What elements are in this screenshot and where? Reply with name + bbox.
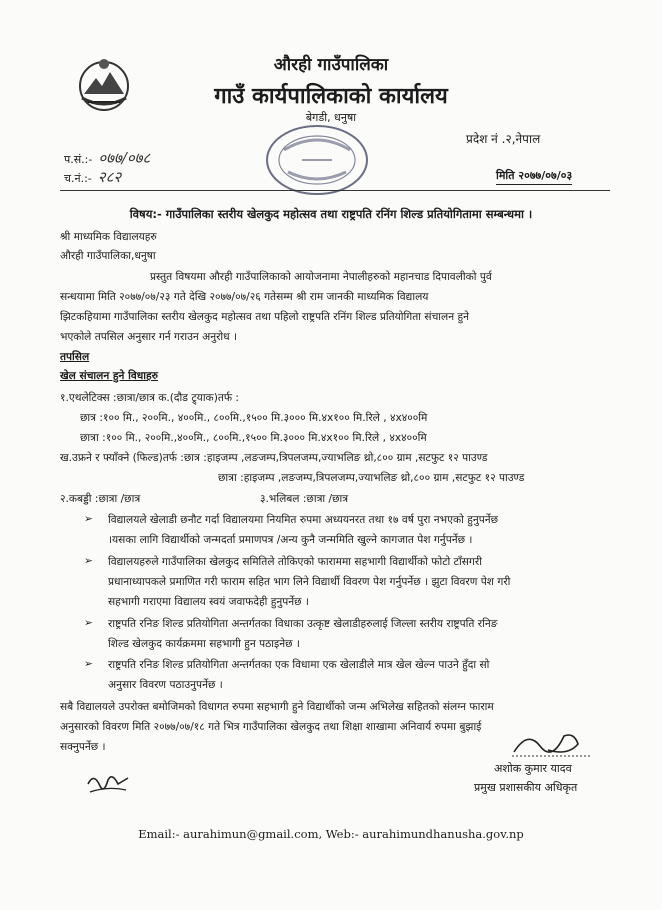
field-girls: छात्रा :हाइजम्प ,लङजम्प,त्रिपलजम्प,ज्याभलिङ थ्रो,८०० ग्राम ,सटफुट १२ पाउण्ड <box>218 472 525 484</box>
closing-line-3: सक्नुपर्नेछ । <box>60 741 106 753</box>
closing-line-2: अनुसारको विवरण मिति २०७७/०७/१८ गते भित्र गाउँपालिका खेलकुद तथा शिक्षा शाखामा अनिवार्य रुपमा बुझाई <box>60 721 482 733</box>
body-line-2: सन्धयामा मिति २०७७/०७/२३ गते देखि २०७७/०७/२६ गतेसम्म श्री राम जानकी माध्यमिक विद्यालय <box>60 291 429 303</box>
footer-contact: Email:- aurahimun@gmail.com, Web:- aurahimundhanusha.gov.np <box>138 827 524 841</box>
letter-page: औरही गाउँपालिका गाउँ कार्यपालिकाको कार्यालय बेगडी, धनुषा प.सं.:- ०७७/०७८ च.नं.:- २८२ प्रदेश नं .२,नेपाल मिति २०७७/०७/०३ विषय:- गाउँपालिका स्तरीय खेलकुद महोत्सव तथा राष्ट्रपति रनिंग शिल्ड प्रतियोगितामा सम्बन्धमा । श्री माध्यमिक विद्यालयहरु औरही गाउँपालिका,धनुषा प्रस्तुत विषयमा औरही गाउँपालिकाको आयोजनामा नेपालीहरुको महानचाड दिपावलीको पुर्व सन्धयामा मिति २०७७/०७/२३ गते देखि २०७७/०७/२६ गतेसम्म श्री राम जानकी माध्यमिक विद्यालय झिटकहियामा गाउँपालिका स्तरीय खेलकुद महोत्सव तथा पहिलो राष्ट्रपति रनिंग शिल्ड प्रतियोगिता संचालन हुने भएकोले तपसिल अनुसार गर्न गराउन अनुरोध । तपसिल खेल संचालन हुने विधाहरु १.एथलेटिक्स :छात्रा/छात्र क.(दौड ट्र्याक)तर्फ : छात्र :१०० मि., २००मि., ४००मि., ८००मि.,१५०० मि.३००० मि.४x१०० मि.रिले , ४x४००मि छात्रा :१०० मि., २००मि.,४००मि., ८००मि.,१५०० मि.३००० मि.४x१०० मि.रिले , ४x४००मि ख.उफ्रने र फ्याँक्ने (फिल्ड)तर्फ :छात्र :हाइजम्प ,लङजम्प,त्रिपलजम्प,ज्याभलिङ थ्रो,८०० ग्राम ,सटफुट १२ पाउण्ड छात्रा :हाइजम्प ,लङजम्प,त्रिपलजम्प,ज्याभलिङ थ्रो,८०० ग्राम ,सटफुट १२ पाउण्ड २.कबड्डी :छात्रा /छात्र ३.भलिबल :छात्रा /छात्र ➢ विद्यालयले खेलाडी छनौट गर्दा विद्यालयमा नियमित रुपमा अध्ययनरत तथा १७ वर्ष पुरा नभएको हुनुपर्नेछ ।यसका लागि विद्यार्थीको जन्मदर्ता प्रमाणपत्र /अन्य कुनै जन्ममिति खुल्ने कागजात पेश गर्नुपर्नेछ । ➢ विद्यालयहरुले गाउँपालिका खेलकुद समितिले तोकिएको फाराममा सहभागी विद्यार्थीको फोटो टाँसगरी प्रधानाध्यापकले प्रमाणित गरी फाराम सहित भाग लिने विद्यार्थी विवरण पेश गर्नुपर्नेछ । झुटा विवरण पेश गरी सहभागी गराएमा विद्यालय स्वयं जवाफदेही हुनुपर्नेछ । ➢ राष्ट्रपति रनिङ शिल्ड प्रतियोगिता अन्तर्गतका विधाका उत्कृष्ट खेलाडीहरुलाई जिल्ला स्तरीय राष्ट्रपति रनिङ शिल्ड खेलकुद कार्यक्रममा सहभागी हुन पठाइनेछ । ➢ राष्ट्रपति रनिङ शिल्ड प्रतियोगिता अन्तर्गतका एक विधामा एक खेलाडीले मात्र खेल खेल्न पाउने हुँदा सो अनुसार विवरण पठाउनुपर्नेछ । सबै विद्यालयले उपरोक्त बमोजिमको विधागत रुपमा सहभागी हुने विद्यार्थीको जन्म अभिलेख सहितको संलग्न फाराम अनुसारको विवरण मिति २०७७/०७/१८ गते भित्र गाउँपालिका खेलकुद तथा शिक्षा शाखामा अनिवार्य रुपमा बुझाई सक्नुपर्नेछ । अशोक कुमार यादव प्रमुख प्रशासकीय अधिकृत Email:- aurahimun@gmail.com, Web:- aurahimundhanusha.gov.np <box>0 0 662 910</box>
municipality-name: औरही गाउँपालिका <box>273 55 389 75</box>
ref-cn <box>64 167 121 187</box>
header-divider <box>60 190 610 191</box>
bullet-4-line-2: अनुसार विवरण पठाउनुपर्नेछ । <box>108 679 223 691</box>
athletics-title: १.एथलेटिक्स :छात्रा/छात्र क.(दौड ट्र्याक)तर्फ : <box>60 392 239 404</box>
body-line-3: झिटकहियामा गाउँपालिका स्तरीय खेलकुद महोत्सव तथा पहिलो राष्ट्रपति रनिंग शिल्ड प्रतियोगिता संचालन हुने <box>60 311 469 323</box>
game-kabaddi: २.कबड्डी :छात्रा /छात्र <box>60 493 141 505</box>
body-line-4: भएकोले तपसिल अनुसार गर्न गराउन अनुरोध । <box>60 331 238 343</box>
athletics-girls: छात्रा :१०० मि., २००मि.,४००मि., ८००मि.,१५०० मि.३००० मि.४x१०० मि.रिले , ४x४००मि <box>80 432 427 444</box>
office-seal-stamp <box>262 120 372 200</box>
signatory-title: प्रमुख प्रशासकीय अधिकृत <box>474 781 578 794</box>
field-boys: ख.उफ्रने र फ्याँक्ने (फिल्ड)तर्फ :छात्र :हाइजम्प ,लङजम्प,त्रिपलजम्प,ज्याभलिङ थ्रो,८०० ग्राम ,सटफुट १२ पाउण्ड <box>60 452 488 464</box>
bullet-2-line-2: प्रधानाध्यापकले प्रमाणित गरी फाराम सहित भाग लिने विद्यार्थी विवरण पेश गर्नुपर्नेछ । झुटा विवरण पेश गरी <box>108 576 511 588</box>
ref-cn-value: २८२ <box>97 168 122 186</box>
bullet-1-line-1: विद्यालयले खेलाडी छनौट गर्दा विद्यालयमा नियमित रुपमा अध्ययनरत तथा १७ वर्ष पुरा नभएको हुनुपर्नेछ <box>108 514 499 526</box>
closing-line-1: सबै विद्यालयले उपरोक्त बमोजिमको विधागत रुपमा सहभागी हुने विद्यार्थीको जन्म अभिलेख सहितको संलग्न फाराम <box>60 701 494 713</box>
letter-subject: विषय:- गाउँपालिका स्तरीय खेलकुद महोत्सव तथा राष्ट्रपति रनिंग शिल्ड प्रतियोगितामा सम्बन्धमा । <box>129 207 533 221</box>
body-line-1: प्रस्तुत विषयमा औरही गाउँपालिकाको आयोजनामा नेपालीहरुको महानचाड दिपावलीको पुर्व <box>150 271 492 283</box>
bullet-3-line-2: शिल्ड खेलकुद कार्यक्रममा सहभागी हुन पठाइनेछ । <box>108 638 300 650</box>
office-name: गाउँ कार्यपालिकाको कार्यालय <box>214 84 448 109</box>
province-label: प्रदेश नं .२,नेपाल <box>466 132 541 146</box>
ref-ps-value: ०७७/०७८ <box>98 149 151 167</box>
ref-ps-label: प.सं.:- <box>64 153 93 166</box>
bullet-2-line-3: सहभागी गराएमा विद्यालय स्वयं जवाफदेही हुनुपर्नेछ । <box>108 596 309 608</box>
schedule-heading: तपसिल <box>60 351 90 363</box>
bullet-3-line-1: राष्ट्रपति रनिङ शिल्ड प्रतियोगिता अन्तर्गतका विधाका उत्कृष्ट खेलाडीहरुलाई जिल्ला स्तरीय राष्ट्रपति रनिङ <box>108 618 498 630</box>
ref-cn-label: च.नं.:- <box>64 172 92 185</box>
bullet-4-line-1: राष्ट्रपति रनिङ शिल्ड प्रतियोगिता अन्तर्गतका एक विधामा एक खेलाडीले मात्र खेल खेल्न पाउने हुँदा सो <box>108 659 490 671</box>
signature-mark <box>508 722 594 762</box>
initials-mark <box>84 768 132 796</box>
ref-ps <box>64 148 150 168</box>
athletics-boys: छात्र :१०० मि., २००मि., ४००मि., ८००मि.,१५०० मि.३००० मि.४x१०० मि.रिले , ४x४००मि <box>80 412 428 424</box>
bullet-1-line-2: ।यसका लागि विद्यार्थीको जन्मदर्ता प्रमाणपत्र /अन्य कुनै जन्ममिति खुल्ने कागजात पेश गर्नुपर्नेछ । <box>108 534 473 546</box>
addressee-line-2: औरही गाउँपालिका,धनुषा <box>60 250 156 262</box>
bullet-2-line-1: विद्यालयहरुले गाउँपालिका खेलकुद समितिले तोकिएको फाराममा सहभागी विद्यार्थीको फोटो टाँसगरी <box>108 556 482 568</box>
signatory-name: अशोक कुमार यादव <box>494 762 572 775</box>
rules-heading: खेल संचालन हुने विधाहरु <box>60 370 158 382</box>
game-volleyball: ३.भलिबल :छात्रा /छात्र <box>260 493 349 505</box>
letter-date: मिति २०७७/०७/०३ <box>496 168 572 185</box>
addressee-line-1: श्री माध्यमिक विद्यालयहरु <box>60 231 157 243</box>
office-address: बेगडी, धनुषा <box>305 111 357 124</box>
